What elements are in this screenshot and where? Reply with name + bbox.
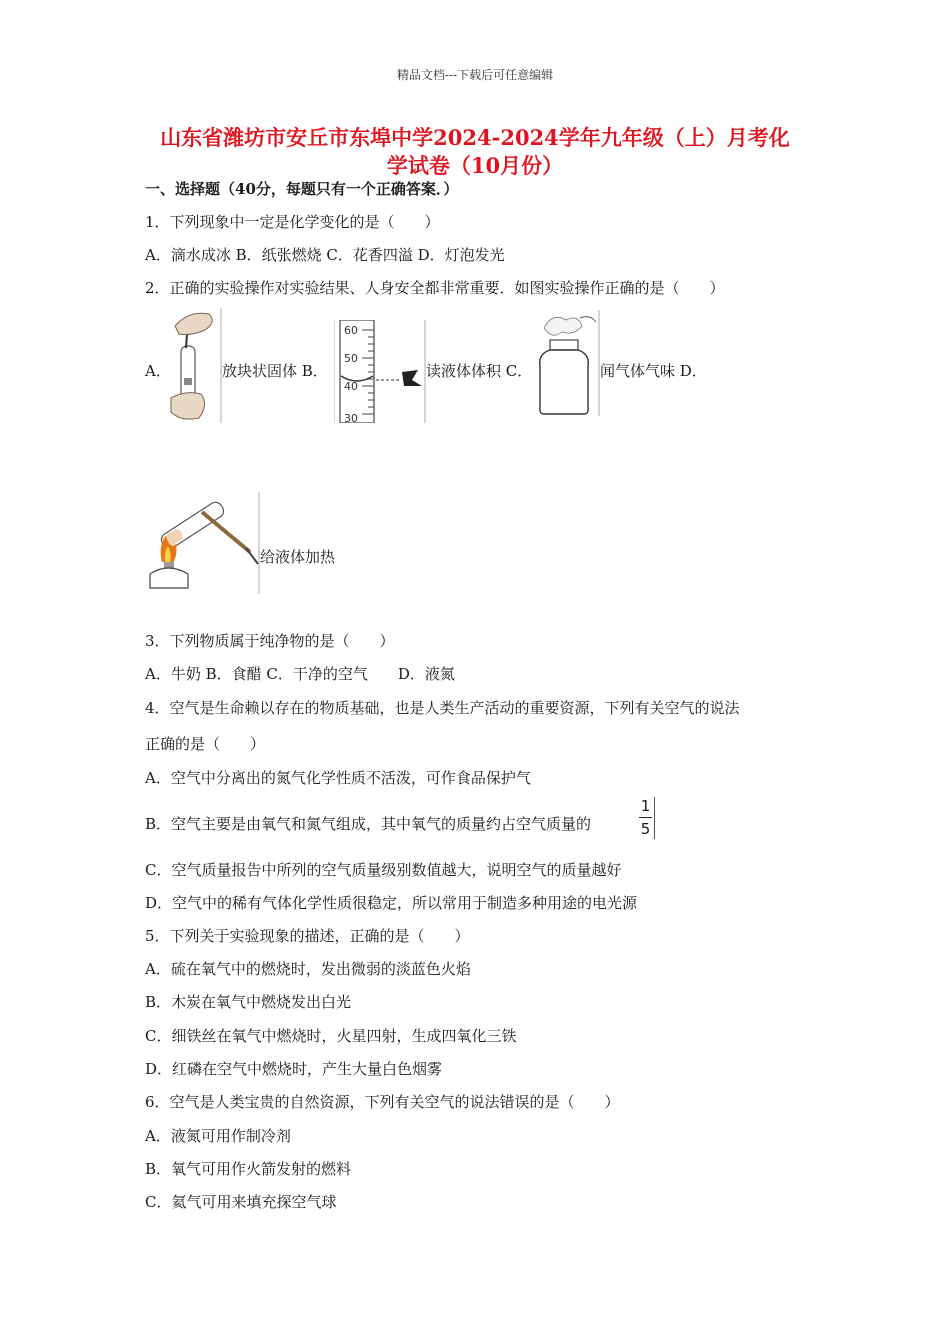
gas-jar-smell-figure xyxy=(528,310,600,416)
q1-options: A．滴水成冰 B．纸张燃烧 C．花香四溢 D．灯泡发光 xyxy=(145,246,505,264)
page-header: 精品文档---下载后可任意编辑 xyxy=(396,68,554,82)
q5-stem: 5．下列关于实验现象的描述，正确的是（ ） xyxy=(145,927,470,945)
q3-options: A．牛奶 B．食醋 C．干净的空气 D．液氮 xyxy=(145,665,455,683)
q4-option-b: B．空气主要是由氧气和氮气组成，其中氧气的质量约占空气质量的 xyxy=(145,815,592,833)
q1-stem: 1．下列现象中一定是化学变化的是（ ） xyxy=(145,213,440,231)
exam-title xyxy=(120,124,830,180)
fraction-bar xyxy=(639,817,652,818)
cylinder-tick-label: 40 xyxy=(344,380,358,393)
q4-option-d: D．空气中的稀有气体化学性质很稳定，所以常用于制造多种用途的电光源 xyxy=(145,894,638,912)
graduated-cylinder-figure xyxy=(334,320,426,423)
q6-stem: 6．空气是人类宝贵的自然资源，下列有关空气的说法错误的是（ ） xyxy=(145,1093,620,1111)
q4-stem-line2: 正确的是（ ） xyxy=(145,735,266,753)
fraction-numerator: 1 xyxy=(640,797,651,815)
q4-option-a: A．空气中分离出的氮气化学性质不活泼，可作食品保护气 xyxy=(145,769,531,787)
q2-stem: 2．正确的实验操作对实验结果、人身安全都非常重要．如图实验操作正确的是（ ） xyxy=(145,279,725,297)
q5-option-d: D．红磷在空气中燃烧时，产生大量白色烟雾 xyxy=(145,1060,443,1078)
q2-option-d-label: 给液体加热 xyxy=(260,548,336,566)
q2-option-a-label: 放块状固体 B． xyxy=(222,362,328,380)
cylinder-tick-label: 30 xyxy=(344,412,358,423)
cylinder-tick-label: 60 xyxy=(344,324,358,337)
q4-option-c: C．空气质量报告中所列的空气质量级别数值越大，说明空气的质量越好 xyxy=(145,861,622,879)
fraction-denominator: 5 xyxy=(640,820,651,838)
test-tube-solid-figure xyxy=(165,308,223,423)
q4-stem-line1: 4．空气是生命赖以存在的物质基础，也是人类生产活动的重要资源，下列有关空气的说法 xyxy=(145,699,740,717)
exam-title-line1: 山东省潍坊市安丘市东埠中学2024-2024学年九年级（上）月考化 xyxy=(160,125,790,150)
cylinder-tick-label: 50 xyxy=(344,352,358,365)
q5-option-c: C．细铁丝在氧气中燃烧时，火星四射，生成四氧化三铁 xyxy=(145,1027,517,1045)
q2-option-c-label: 闻气体气味 D． xyxy=(600,362,707,380)
section-heading: 一、选择题（40分，每题只有一个正确答案．） xyxy=(145,180,459,198)
fraction-one-fifth xyxy=(637,797,655,839)
q6-option-b: B．氧气可用作火箭发射的燃料 xyxy=(145,1160,352,1178)
q2-option-a-prefix: A． xyxy=(145,362,171,380)
q2-option-b-label: 读液体体积 C． xyxy=(426,362,533,380)
q6-option-c: C．氦气可用来填充探空气球 xyxy=(145,1193,337,1211)
exam-title-line2: 学试卷（10月份） xyxy=(386,153,564,178)
q5-option-b: B．木炭在氧气中燃烧发出白光 xyxy=(145,993,352,1011)
heating-liquid-figure xyxy=(146,492,260,594)
q5-option-a: A．硫在氧气中的燃烧时，发出微弱的淡蓝色火焰 xyxy=(145,960,471,978)
q3-stem: 3．下列物质属于纯净物的是（ ） xyxy=(145,632,395,650)
q6-option-a: A．液氮可用作制冷剂 xyxy=(145,1127,291,1145)
